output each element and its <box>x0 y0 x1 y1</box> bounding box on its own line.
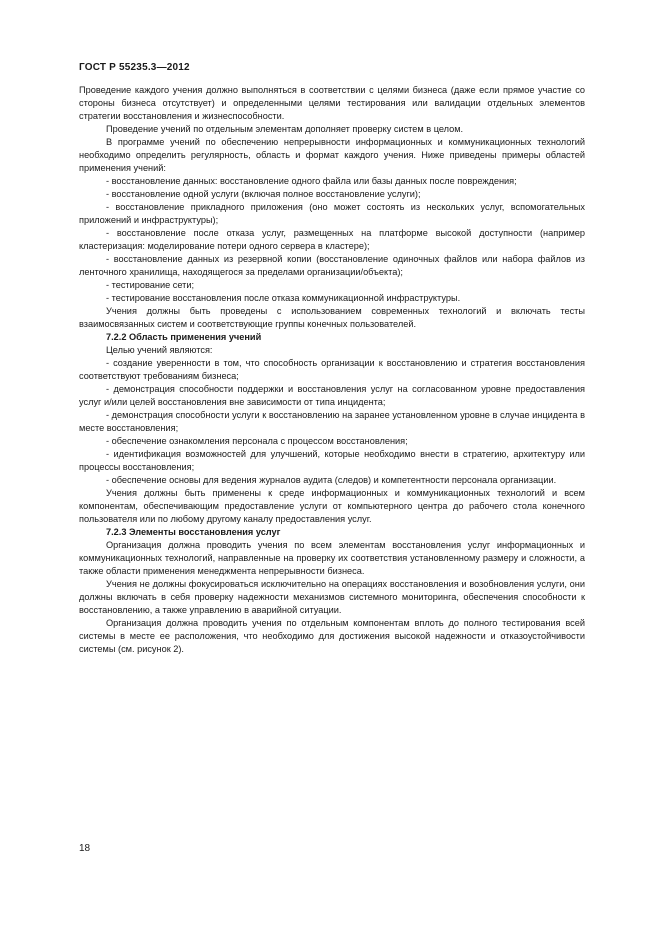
paragraph: Организация должна проводить учения по всем элементам восстановления услуг информационных и коммуникационных технологий, направленные на проверку их соответствия установленному размеру и сложности, а также области применения менеджмента непрерывности бизнеса. <box>79 540 585 576</box>
list-item: - создание уверенности в том, что способность организации к восстановлению и стратегия восстановления соответствуют требованиям бизнеса; <box>79 358 585 381</box>
document-code-header: ГОСТ Р 55235.3—2012 <box>79 62 190 73</box>
list-item: - идентификация возможностей для улучшений, которые необходимо внести в стратегию, архитектуру или процессы восстановления; <box>79 449 585 472</box>
paragraph: Учения не должны фокусироваться исключительно на операциях восстановления и возобновления услуги, они должны включать в себя проверку надежности механизмов системного мониторинга, обеспечения способности к восстановлению, а также управлению в аварийной ситуации. <box>79 579 585 615</box>
list-item: - восстановление данных: восстановление одного файла или базы данных после повреждения; <box>106 176 517 186</box>
section-heading: 7.2.2 Область применения учений <box>106 332 262 342</box>
list-item: - тестирование восстановления после отказа коммуникационной инфраструктуры. <box>106 293 461 303</box>
page-number: 18 <box>79 843 91 854</box>
paragraph: Учения должны быть проведены с использованием современных технологий и включать тесты взаимосвязанных систем и соответствующие группы конечных пользователей. <box>79 306 585 329</box>
list-item: - восстановление одной услуги (включая полное восстановление услуги); <box>106 189 421 199</box>
paragraph: В программе учений по обеспечению непрерывности информационных и коммуникационных технологий необходимо определить регулярность, область и формат каждого учения. Ниже приведены примеры областей применения учений: <box>79 137 585 173</box>
list-item: - демонстрация способности услуги к восстановлению на заранее установленном уровне в случае инцидента в месте восстановления; <box>79 410 585 433</box>
page-body <box>79 84 585 656</box>
paragraph: Проведение каждого учения должно выполняться в соответствии с целями бизнеса (даже если прямое участие со стороны бизнеса отсутствует) и определенными целями тестирования или валидации отдельных элементов стратегии восстановления и жизнеспособности. <box>79 85 585 121</box>
paragraph: Проведение учений по отдельным элементам дополняет проверку систем в целом. <box>106 124 464 134</box>
list-item: - тестирование сети; <box>106 280 195 290</box>
list-item: - демонстрация способности поддержки и восстановления услуг на согласованном уровне предоставления услуг и/или целей восстановления вне зависимости от типа инцидента; <box>79 384 585 407</box>
paragraph: Целью учений являются: <box>106 345 213 355</box>
paragraph: Учения должны быть применены к среде информационных и коммуникационных технологий и всем компонентам, обеспечивающим предоставление услуги от компьютерного центра до рабочего стола конечного пользователя или по любому другому каналу предоставления услуг. <box>79 488 585 524</box>
section-heading: 7.2.3 Элементы восстановления услуг <box>106 527 281 537</box>
list-item: - обеспечение основы для ведения журналов аудита (следов) и компетентности персонала организации. <box>106 475 557 485</box>
list-item: - восстановление данных из резервной копии (восстановление одиночных файлов или набора файлов из ленточного хранилища, находящегося за пределами организации/объекта); <box>79 254 585 277</box>
list-item: - восстановление после отказа услуг, размещенных на платформе высокой доступности (например кластеризация: моделирование потери одного сервера в кластере); <box>79 228 585 251</box>
list-item: - восстановление прикладного приложения (оно может состоять из нескольких услуг, вспомогательных приложений и инфраструктуры); <box>79 202 585 225</box>
paragraph: Организация должна проводить учения по отдельным компонентам вплоть до полного тестирования всей системы в месте ее расположения, что необходимо для достижения высокой надежности и отказоустойчивости системы (см. рисунок 2). <box>79 618 585 654</box>
list-item: - обеспечение ознакомления персонала с процессом восстановления; <box>106 436 408 446</box>
